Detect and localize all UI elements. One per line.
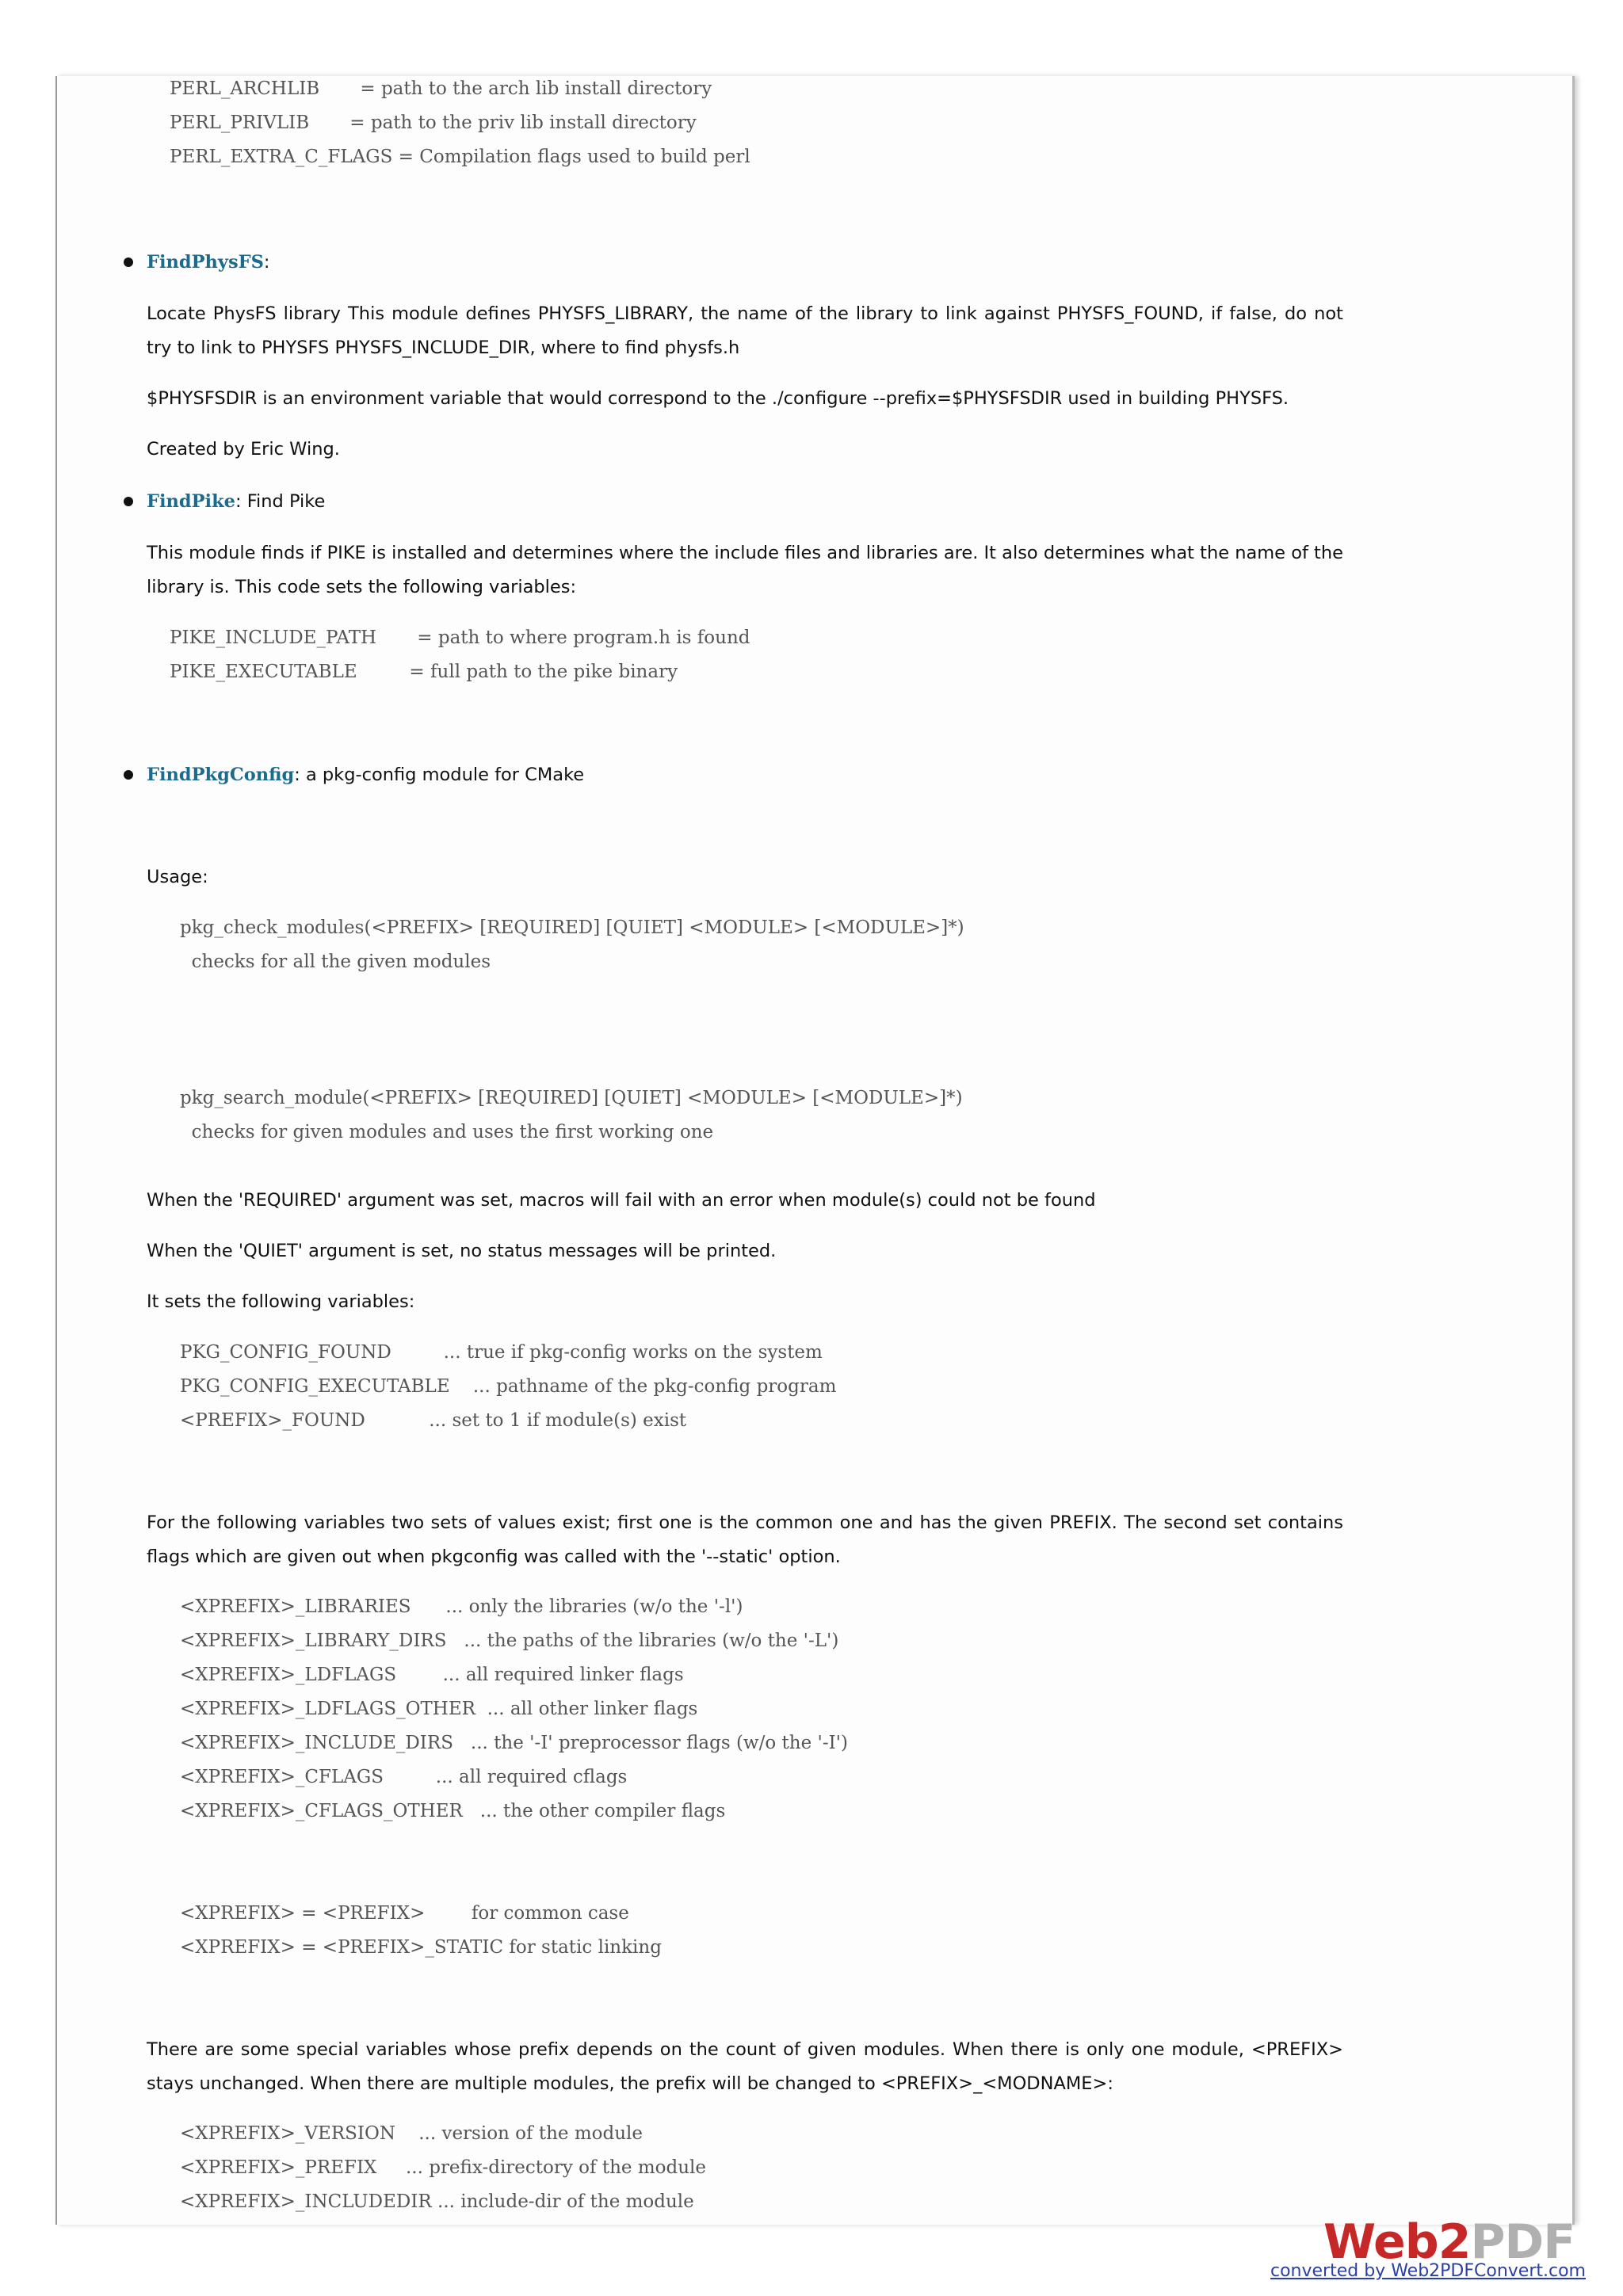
list-bullet xyxy=(124,497,133,506)
findpike-link[interactable]: FindPike xyxy=(147,491,235,512)
physfs-description: Locate PhysFS library This module defines PHYSFS_LIBRARY, the name of the library to link against PHYSFS_FOUND, if false, do not try to link to PHYSFS PHYSFS_INCLUDE_DIR, where to find physfs.h xyxy=(147,303,1343,358)
perl-variables-code: PERL_ARCHLIB = path to the arch lib install directory PERL_PRIVLIB = path to the priv lib install directory PERL_EXTRA_C_FLAGS = Compilation flags used to build perl xyxy=(170,78,750,167)
logo-web-text: Web xyxy=(1323,2214,1438,2270)
pike-heading xyxy=(147,485,325,519)
pike-description: This module finds if PIKE is installed and determines where the include files and libraries are. It also determines what the name of the library is. This code sets the following variables: xyxy=(147,543,1343,597)
list-bullet xyxy=(124,770,133,780)
pike-variables-code: PIKE_INCLUDE_PATH = path to where program.h is found PIKE_EXECUTABLE = full path to the pike binary xyxy=(170,627,750,682)
pike-heading-suffix: : Find Pike xyxy=(235,491,326,512)
special-variables-note: There are some special variables whose prefix depends on the count of given modules. When there is only one module, <PREFIX> stays unchanged. When there are multiple modules, the prefix will be changed to <PREFIX>_<MODNAME>: xyxy=(147,2039,1343,2094)
sets-variables-note: It sets the following variables: xyxy=(147,1291,415,1312)
physfs-heading xyxy=(147,246,269,280)
quiet-note: When the 'QUIET' argument is set, no status messages will be printed. xyxy=(147,1241,777,1261)
two-sets-note: For the following variables two sets of values exist; first one is the common one and has the given PREFIX. The second set contains flags which are given out when pkgconfig was called with the '--static' option. xyxy=(147,1512,1343,1567)
special-variables-code: <XPREFIX>_VERSION ... version of the module <XPREFIX>_PREFIX ... prefix-directory of the module <XPREFIX>_INCLUDEDIR ... include-dir of the module xyxy=(180,2123,706,2212)
findphysfs-link[interactable]: FindPhysFS xyxy=(147,252,264,273)
physfs-heading-suffix: : xyxy=(263,252,270,273)
pkgconfig-variables-code: PKG_CONFIG_FOUND ... true if pkg-config works on the system PKG_CONFIG_EXECUTABLE ... pathname of the pkg-config program <PREFIX>_FOUND ... set to 1 if module(s) exist xyxy=(180,1342,837,1431)
logo-2-text: 2 xyxy=(1438,2214,1471,2270)
physfs-author: Created by Eric Wing. xyxy=(147,439,340,460)
usage-code: pkg_check_modules(<PREFIX> [REQUIRED] [QUIET] <MODULE> [<MODULE>]*) checks for all the given modules pkg_search_module(<PREFIX> [REQUIRED] [QUIET] <MODULE> [<MODULE>]*) checks for given modules and uses the first working one xyxy=(180,917,964,1142)
required-note: When the 'REQUIRED' argument was set, macros will fail with an error when module(s) could not be found xyxy=(147,1190,1096,1211)
physfs-env-note: $PHYSFSDIR is an environment variable that would correspond to the ./configure --prefix=$PHYSFSDIR used in building PHYSFS. xyxy=(147,388,1289,409)
usage-label: Usage: xyxy=(147,867,208,887)
pkgconfig-heading xyxy=(147,758,584,792)
xprefix-definition-code: <XPREFIX> = <PREFIX> for common case <XPREFIX> = <PREFIX>_STATIC for static linking xyxy=(180,1903,662,1958)
web2pdf-logo xyxy=(1323,2214,1575,2270)
logo-pdf-text: PDF xyxy=(1470,2214,1575,2270)
findpkgconfig-link[interactable]: FindPkgConfig xyxy=(147,765,295,785)
pkgconfig-heading-suffix: : a pkg-config module for CMake xyxy=(294,765,585,785)
list-bullet xyxy=(124,257,133,267)
web2pdfconvert-link[interactable]: converted by Web2PDFConvert.com xyxy=(1270,2261,1586,2281)
xprefix-variables-code: <XPREFIX>_LIBRARIES ... only the libraries (w/o the '-l') <XPREFIX>_LIBRARY_DIRS ... the paths of the libraries (w/o the '-L') <XPREFIX>_LDFLAGS ... all required linker flags <XPREFIX>_LDFLAGS_OTHER ... all other linker flags <XPREFIX>_INCLUDE_DIRS ... the '-I' preprocessor flags (w/o the '-I') <XPREFIX>_CFLAGS ... all required cflags <XPREFIX>_CFLAGS_OTHER ... the other compiler flags xyxy=(180,1596,848,1821)
